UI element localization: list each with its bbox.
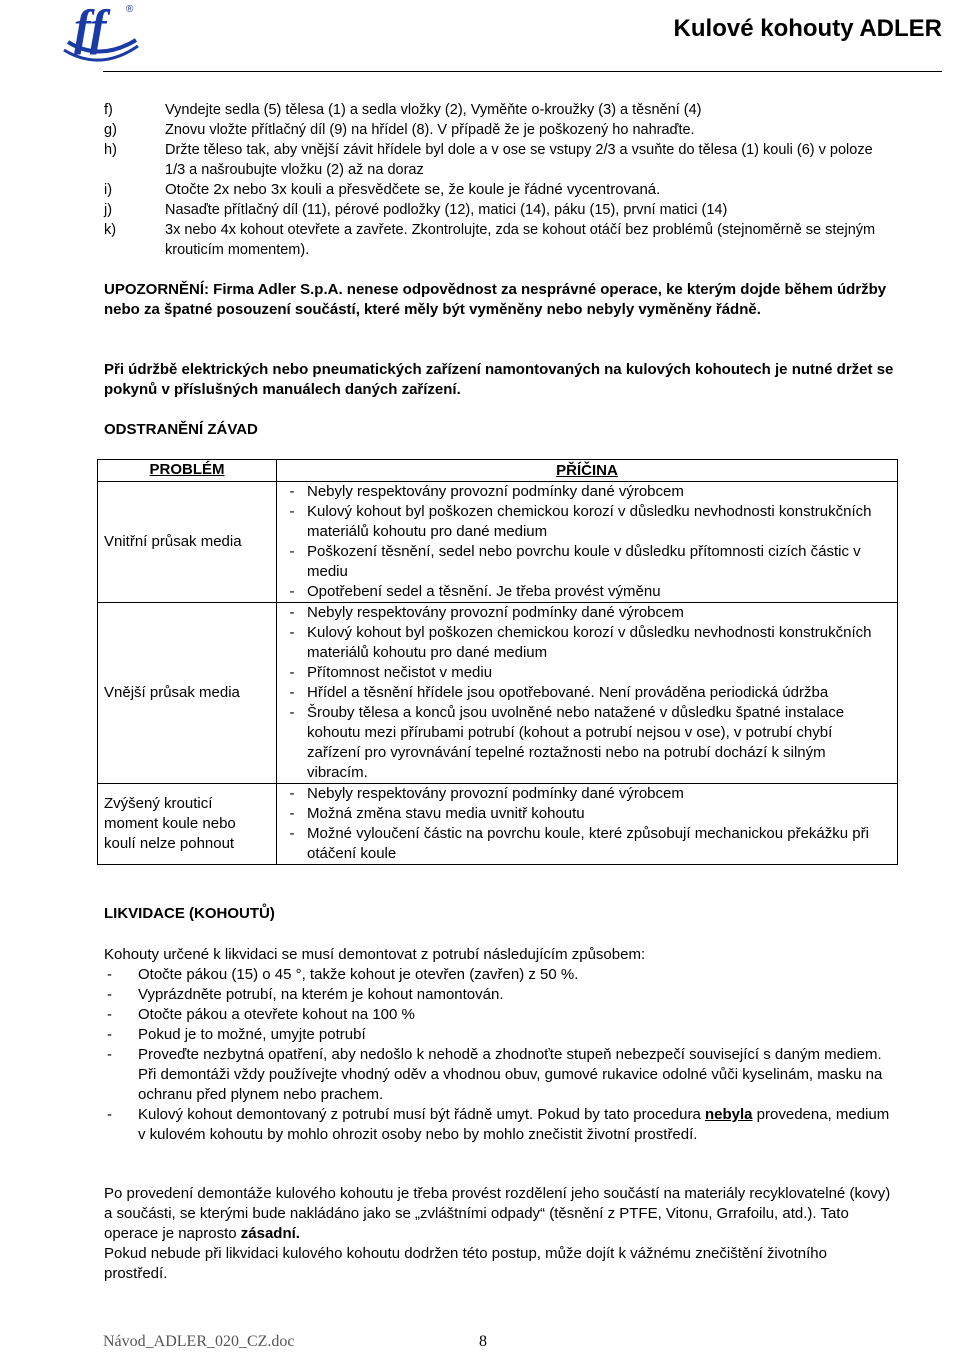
- warning-paragraph: UPOZORNĚNÍ: Firma Adler S.p.A. nenese odpovědnost za nesprávné operace, ke kterým dojde během údržby nebo za špatné posouzení součástí, které měly být vyměněny nebo nebyly vyměněny řádně.: [104, 281, 887, 318]
- maintenance-note: Při údržbě elektrických nebo pneumatických zařízení namontovaných na kulových kohoutech je nutné držet se pokynů v příslušných manuálech daných zařízení.: [104, 361, 894, 398]
- company-logo: [60, 0, 140, 66]
- cause-item: - Hřídel a těsnění hřídele jsou opotřebované. Není prováděna periodická údržba: [289, 684, 829, 701]
- cause-item: - Nebyly respektovány provozní podmínky dané výrobcem: [289, 483, 684, 500]
- step-marker: i): [104, 182, 113, 198]
- svg-text:ff: ff: [74, 0, 107, 55]
- emphasis-text: zásadní.: [240, 1225, 300, 1242]
- step-marker: k): [104, 222, 117, 238]
- footer-filename: Návod_ADLER_020_CZ.doc: [103, 1333, 295, 1350]
- final-paragraph: Po provedení demontáže kulového kohoutu je třeba provést rozdělení jeho součástí na materiály recyklovatelné (kovy) a součásti, se kterými bude nakládáno jako se „zvláštními odpady“ (těsnění z PTFE, Vitonu, Grrafoilu, atd.). Tato operace je naprosto zásadní. Pokud nebude při likvidaci kulového kohoutu dodržen této postup, může dojít k vážnému znečištění životního prostředí.: [104, 1185, 891, 1282]
- step-text: Držte těleso tak, aby vnější závit hřídele byl dole a v ose se vstupy 2/3 a vsuňte do tělesa (1) kouli (6) v poloze 1/3 a našroubujte vložku (2) až na doraz: [165, 142, 873, 178]
- list-item: - Pokud je to možné, umyjte potrubí: [107, 1026, 366, 1043]
- cause-item: - Opotřebení sedel a těsnění. Je třeba provést výměnu: [289, 583, 661, 600]
- table-row: [98, 482, 898, 603]
- step-marker: f): [104, 102, 113, 118]
- table-row: [98, 784, 898, 865]
- list-item: [104, 140, 894, 180]
- problem-cell: Zvýšený krouticí moment koule nebo koulí nelze pohnout: [98, 784, 277, 865]
- ff-logo-icon: [60, 0, 140, 66]
- table-row: [98, 603, 898, 784]
- disposal-list: [104, 965, 894, 1145]
- list-item: [104, 120, 894, 140]
- cause-cell: [277, 482, 898, 603]
- problem-cell: Vnitřní průsak media: [98, 482, 277, 603]
- page-number: 8: [479, 1333, 487, 1350]
- list-item: [104, 180, 894, 200]
- faults-table: [97, 459, 898, 865]
- step-marker: g): [104, 122, 117, 138]
- list-item: - Kulový kohout demontovaný z potrubí musí být řádně umyt. Pokud by tato procedura nebyla provedena, medium v kulovém kohoutu by mohlo ohrozit osoby nebo by mohlo znečistit životní prostředí.: [107, 1106, 890, 1143]
- step-marker: j): [104, 202, 113, 218]
- cause-item: - Přítomnost nečistot v mediu: [289, 664, 493, 681]
- cause-cell: [277, 784, 898, 865]
- cause-cell: [277, 603, 898, 784]
- cause-item: - Kulový kohout byl poškozen chemickou korozí v důsledku nevhodnosti konstrukčních materiálů kohoutu pro dané medium: [289, 624, 872, 661]
- step-text: 3x nebo 4x kohout otevřete a zavřete. Zkontrolujte, zda se kohout otáčí bez problémů (stejnoměrně se stejným krouticím momentem).: [165, 222, 876, 258]
- problem-cell: Vnější průsak media: [98, 603, 277, 784]
- list-item: - Vyprázdněte potrubí, na kterém je kohout namontován.: [107, 986, 504, 1003]
- disposal-intro: Kohouty určené k likvidaci se musí demontovat z potrubí následujícím způsobem:: [104, 946, 646, 963]
- step-text: Nasaďte přítlačný díl (11), pérové podložky (12), matici (14), páku (15), první matici (14): [165, 202, 728, 218]
- page-title: Kulové kohouty ADLER: [673, 15, 942, 42]
- list-item: [104, 220, 894, 260]
- emphasis-text: nebyla: [704, 1106, 753, 1123]
- step-marker: h): [104, 142, 117, 158]
- cause-item: - Poškození těsnění, sedel nebo povrchu koule v důsledku přítomnosti cizích částic v mediu: [289, 543, 861, 580]
- list-item: - Otočte pákou (15) o 45 °, takže kohout je otevřen (zavřen) z 50 %.: [107, 966, 579, 983]
- table-header-row: [98, 460, 898, 482]
- cause-item: - Možná změna stavu media uvnitř kohoutu: [289, 805, 585, 822]
- cause-item: - Kulový kohout byl poškozen chemickou korozí v důsledku nevhodnosti konstrukčních materiálů kohoutu pro dané medium: [289, 503, 872, 540]
- cause-item: - Možné vyloučení částic na povrchu koule, které způsobují mechanickou překážku při otáčení koule: [289, 825, 869, 862]
- cause-item: - Nebyly respektovány provozní podmínky dané výrobcem: [289, 785, 684, 802]
- step-text: Vyndejte sedla (5) tělesa (1) a sedla vložky (2), Vyměňte o-kroužky (3) a těsnění (4): [165, 102, 702, 118]
- svg-text:®: ®: [126, 4, 134, 15]
- column-header-problem: PROBLÉM: [98, 460, 277, 482]
- procedure-steps: [104, 100, 894, 260]
- cause-item: - Šrouby tělesa a konců jsou uvolněné nebo natažené v důsledku špatné instalace kohoutu mezi přírubami potrubí (kohout a potrubí nejsou v ose), v potrubí chybí zařízení pro vyrovnávání tepelné roztažnosti nebo na potrubí dochází k silným vibracím.: [289, 704, 845, 781]
- header-divider: [103, 71, 942, 72]
- disposal-heading: LIKVIDACE (KOHOUTŮ): [104, 905, 275, 922]
- step-text: Znovu vložte přítlačný díl (9) na hřídel (8). V případě že je poškozený ho nahraďte.: [165, 122, 695, 138]
- list-item: [104, 200, 894, 220]
- step-text: Otočte 2x nebo 3x kouli a přesvědčete se, že koule je řádné vycentrovaná.: [165, 181, 661, 198]
- list-item: [104, 100, 894, 120]
- column-header-cause: PŘÍČINA: [277, 460, 898, 482]
- faults-heading: ODSTRANĚNÍ ZÁVAD: [104, 421, 258, 438]
- list-item: - Otočte pákou a otevřete kohout na 100 %: [107, 1006, 415, 1023]
- cause-item: - Nebyly respektovány provozní podmínky dané výrobcem: [289, 604, 684, 621]
- list-item: - Proveďte nezbytná opatření, aby nedošlo k nehodě a zhodnoťte stupeň nebezpečí související s daným mediem. Při demontáži vždy používejte vhodný oděv a vhodnou obuv, gumové rukavice odolné vůči kyselinám, masku na ochranu před plynem nebo prachem.: [107, 1046, 883, 1103]
